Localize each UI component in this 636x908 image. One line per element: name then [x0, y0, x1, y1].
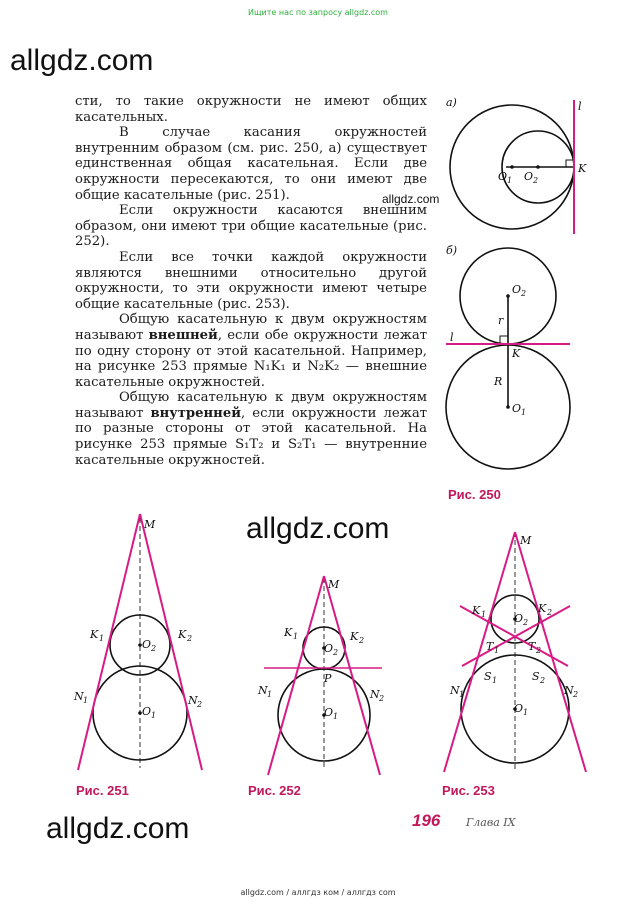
- label-o2-253: O: [514, 612, 524, 625]
- svg-text:2: 2: [547, 608, 553, 617]
- paragraph-1: сти, то такие окружности не имеют общих касательных.: [75, 94, 427, 125]
- figure-250: [440, 94, 630, 502]
- caption-253: Рис. 253: [442, 783, 495, 798]
- label-o1-252: O: [324, 706, 334, 719]
- svg-text:2: 2: [333, 648, 339, 657]
- watermark-top: allgdz.com: [10, 44, 154, 77]
- figure-251: [70, 508, 210, 778]
- label-t1-253: T: [486, 640, 494, 653]
- tangent-left-252: [268, 576, 324, 775]
- label-k2-252: K: [350, 630, 359, 643]
- center-o2-a: [536, 165, 540, 169]
- tangent-right-252: [324, 576, 380, 775]
- svg-text:1: 1: [267, 690, 273, 699]
- label-n2-251: N: [188, 694, 198, 707]
- paragraph-2: В случае касания окружностей внутренним образом (см. рис. 250, а) существует единственная общая касательная. Если две окружности пересекаются, то они имеют две общие касательные (рис. 251).: [75, 125, 427, 203]
- svg-text:1: 1: [151, 711, 157, 720]
- svg-text:1: 1: [523, 708, 529, 717]
- svg-text:2: 2: [536, 646, 542, 655]
- svg-text:1: 1: [521, 408, 527, 417]
- tangent-outer-left-253: [444, 532, 515, 772]
- label-m-251: M: [144, 518, 156, 531]
- part-b-label: б): [446, 244, 458, 257]
- chapter-title: Глава IX: [466, 816, 516, 829]
- label-k-b: K: [512, 347, 521, 360]
- label-o1-b: O: [512, 402, 522, 415]
- label-l-b: l: [450, 331, 454, 344]
- label-m-253: M: [520, 534, 532, 547]
- svg-text:2: 2: [573, 690, 579, 699]
- svg-text:2: 2: [540, 676, 546, 685]
- label-o1-a: O: [498, 170, 508, 183]
- watermark-center: allgdz.com: [246, 512, 390, 545]
- label-p-252: P: [324, 672, 332, 685]
- tangent-outer-right-253: [515, 532, 586, 772]
- center-o1-a: [510, 165, 514, 169]
- term-internal: внутренней: [150, 405, 242, 421]
- svg-text:1: 1: [481, 610, 487, 619]
- watermark-bottom: allgdz.com: [46, 812, 190, 845]
- figure-252: [254, 570, 394, 780]
- center-o2-b: [506, 294, 510, 298]
- svg-text:1: 1: [333, 712, 339, 721]
- svg-text:1: 1: [492, 676, 498, 685]
- label-s1-253: S: [484, 670, 492, 683]
- svg-text:2: 2: [533, 176, 539, 185]
- label-n1-253: N: [450, 684, 460, 697]
- label-m-252: M: [328, 578, 340, 591]
- label-o2-252: O: [324, 642, 334, 655]
- caption-251: Рис. 251: [76, 783, 129, 798]
- tangent-left-251: [78, 514, 140, 770]
- watermark-inline: allgdz.com: [382, 192, 440, 206]
- label-k2-251: K: [178, 628, 187, 641]
- label-R-b: R: [494, 375, 503, 388]
- label-o1-253: O: [514, 702, 524, 715]
- paragraph-6: Общую касательную к двум окружностям называют внутренней, если окружности лежат по разные стороны от этой касательной. На рисунке 253 прямые S₁T₂ и S₂T₁ — внутренние касательные окружностей.: [75, 390, 427, 468]
- center-o1-b: [506, 405, 510, 409]
- paragraph-4: Если все точки каждой окружности являются внешними относительно другой окружности, то эти окружности имеют четыре общие касательные (рис. 253).: [75, 249, 427, 312]
- svg-text:1: 1: [83, 696, 89, 705]
- svg-text:2: 2: [379, 694, 385, 703]
- svg-text:1: 1: [494, 646, 500, 655]
- paragraph-5: Общую касательную к двум окружностям называют внешней, если обе окружности лежат по одну сторону от этой касательной. Например, на рисунке 253 прямые N₁K₁ и N₂K₂ — внешние касательные окружностей.: [75, 312, 427, 390]
- label-l-a: l: [578, 100, 582, 113]
- svg-text:1: 1: [459, 690, 465, 699]
- svg-text:2: 2: [197, 700, 203, 709]
- svg-text:1: 1: [293, 632, 299, 641]
- paragraph-3: Если окружности касаются внешним образом, они имеют три общие касательные (рис. 252).: [75, 203, 427, 250]
- svg-text:1: 1: [507, 176, 513, 185]
- svg-text:2: 2: [151, 644, 157, 653]
- svg-text:2: 2: [521, 289, 527, 298]
- svg-text:2: 2: [523, 618, 529, 627]
- svg-text:2: 2: [187, 634, 193, 643]
- header-note: Ищите нас по запросу allgdz.com: [248, 8, 388, 17]
- label-o2-a: O: [524, 170, 534, 183]
- part-a-label: а): [446, 96, 457, 109]
- caption-250: Рис. 250: [448, 487, 501, 502]
- term-external: внешней: [148, 327, 218, 343]
- svg-text:2: 2: [359, 636, 365, 645]
- label-r-b: r: [498, 314, 504, 327]
- figure-253: [440, 526, 590, 778]
- label-o2-b: O: [512, 283, 522, 296]
- label-k1-252: K: [284, 626, 293, 639]
- svg-text:1: 1: [99, 634, 105, 643]
- body-text: [75, 94, 427, 468]
- label-k1-253: K: [472, 604, 481, 617]
- label-n1-251: N: [74, 690, 84, 703]
- label-n2-253: N: [564, 684, 574, 697]
- bottom-links: allgdz.com / аллгдз ком / аллгдз com: [240, 888, 396, 897]
- label-n2-252: N: [370, 688, 380, 701]
- label-k-a: K: [578, 162, 587, 175]
- label-n1-252: N: [258, 684, 268, 697]
- label-k1-251: K: [90, 628, 99, 641]
- caption-252: Рис. 252: [248, 783, 301, 798]
- label-o2-251: O: [142, 638, 152, 651]
- label-s2-253: S: [532, 670, 540, 683]
- label-k2-253: K: [538, 602, 547, 615]
- label-t2-253: T: [528, 640, 536, 653]
- page-number: 196: [412, 811, 441, 830]
- label-o1-251: O: [142, 705, 152, 718]
